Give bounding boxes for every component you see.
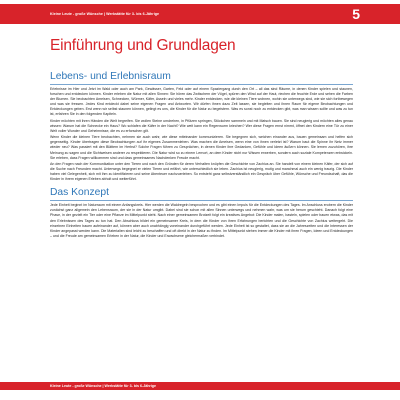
paragraph: Wenn Kinder die kleinen Tiere beobachten, nehmen sie auch wahr, wie diese miteinander kommunizieren. Sie begegnen sich, weichen einander aus, bauen gemeinsam und helfen sich gegenseitig. Kinder übertragen diese Beobachtungen auf ihr eigenes Zusammenleben. Was machen die Ameisen, wenn eine von ihnen verletzt ist? Warum baut die Spinne ihr Netz immer wieder neu? Was passiert mit den Blättern im Herbst? Solche Fragen führen zu Gesprächen, in denen Kinder ihre Gedanken, Gefühle und Ideen äußern können. Sie lernen zuzuhören, ihre Meinung zu sagen und die Sichtweisen anderer zu respektieren. Die Natur wird so zu einem Lernort, an dem Kinder nicht nur Wissen erwerben, sondern auch soziale Kompetenzen entwickeln. Sie erleben, dass Fragen willkommen sind und dass gemeinsames Nachdenken Freude macht. <box>50 135 353 160</box>
header-title: Kleine Leute - große Wünsche | Werkstätte für 3- bis 6-Jährige <box>50 12 160 16</box>
section-heading-konzept: Das Konzept <box>50 187 109 199</box>
header-band <box>0 4 400 24</box>
page-title: Einführung und Grundlagen <box>50 37 236 54</box>
footer-text: Kleine Leute - große Wünsche | Werkstätte für 3- bis 6-Jährige <box>50 384 156 388</box>
paragraph: Jede Einheit beginnt im Naturraum mit einem Anfangskreis. Hier werden die Waldregeln besprochen und es gibt einen Impuls für die Entdeckungen des Tages. Im Anschluss erobern die Kinder zunächst ganz allgemein den Lebensraum, der sie in der Natur umgibt. Dabei sind sie schon mit allen Sinnen unterwegs und nehmen wahr, was um sie herum geschieht. Danach folgt eine Phase, in der gezielt ein Tier oder eine Pflanze im Mittelpunkt steht. Nach einer gemeinsamen Brotzeit folgt ein kreatives Angebot: Die Kinder malen, basteln, spielen oder bauen etwas, das mit den Erlebnissen des Tages zu tun hat. Den Abschluss bildet ein gemeinsamer Kreis, in dem die Kinder von ihren Erfahrungen berichten und die Geschichte von Zachius weitergeht. Die einzelnen Einheiten bauen aufeinander auf, können aber auch unabhängig voneinander durchgeführt werden. Jede Einheit ist so gestaltet, dass sie an die Jahreszeiten und die Interessen der Kinder angepasst werden kann. Die Materialien sind leicht zu beschaffen und oft direkt in der Natur zu finden. Im Mittelpunkt stehen immer die Kinder mit ihren Fragen, Ideen und Entdeckungen – und die Freude am gemeinsamen Erleben in der Natur, die Kinder und Erwachsene gleichermaßen verbindet. <box>50 203 353 238</box>
paragraph: An den Fragen nach der Kommunikation unter den Tieren und nach den Gründen für deren Verhalten knüpfen die Geschichte von Zachius an. Sie handelt von einem kleinen Käfer, der sich auf die Suche nach Freunden macht. Unterwegs begegnet er vielen Tieren und erfährt, wie unterschiedlich sie leben. Zachius ist neugierig, mutig und manchmal auch ein wenig traurig. Die Kinder haben viel Gelegenheit, sich mit ihm zu identifizieren und seine Abenteuer nachzuerleben. So entsteht ganz selbstverständlich ein Gespräch über Gefühle, Wünsche und Freundschaft, das die Kinder in ihrem eigenen Erleben abholt und weiterführt. <box>50 161 353 182</box>
paragraph: Kinder möchten mit ihren Händen die Welt begreifen. Sie wollen Steine umdrehen, in Pfützen springen, Stöckchen sammeln und mit Matsch bauen. Sie sind neugierig und möchten alles genau wissen: Warum hat die Schnecke ein Haus? Wo schlafen die Käfer in der Nacht? Wie weit kann ein Regenwurm kriechen? Wer diese Fragen ernst nimmt, öffnet den Kindern eine Tür zu einer Welt voller Wunder und Geheimnisse, die es zu erforschen gilt. <box>50 118 353 133</box>
page-number: 5 <box>352 6 360 22</box>
paragraph: Erlebnisse im Hier und Jetzt im Wald oder auch am Park, Gewässer, Garten, Feld oder auf einem Spaziergang durch den Ort – all das sind Räume, in denen Kinder spielen und staunen, forschen und entdecken können. Kinder erleben die Natur mit allen Sinnen: Sie hören das Zwitschern der Vögel, spüren den Wind auf der Haut, riechen die feuchte Erde und sehen die Farben der Blumen. Sie beobachten Ameisen, Schnecken, Würmer, Käfer, Asseln und vieles mehr. Kinder entdecken, wie die kleinen Tiere wohnen, wohin sie unterwegs sind, wie sie sich fortbewegen und was sie fressen. Jedes Kind entdeckt dabei seine eigenen Fragen und Antworten. Wir dürfen ihnen dazu Zeit lassen, sie begleiten und ihnen Raum für eigene Beobachtungen und Entdeckungen geben. Erst wenn wir selbst staunen können, gelingt es uns, die Kinder für die Natur zu begeistern. Was es sonst noch zu entdecken gibt, was man wissen sollte und was zu tun ist, erfahren Sie in den folgenden Kapiteln. <box>50 87 353 117</box>
section-heading-lebensraum: Lebens- und Erlebnisraum <box>50 71 171 82</box>
heading-divider <box>50 200 353 201</box>
page-content <box>50 26 353 240</box>
footer-band <box>0 382 400 390</box>
heading-divider <box>50 84 353 85</box>
